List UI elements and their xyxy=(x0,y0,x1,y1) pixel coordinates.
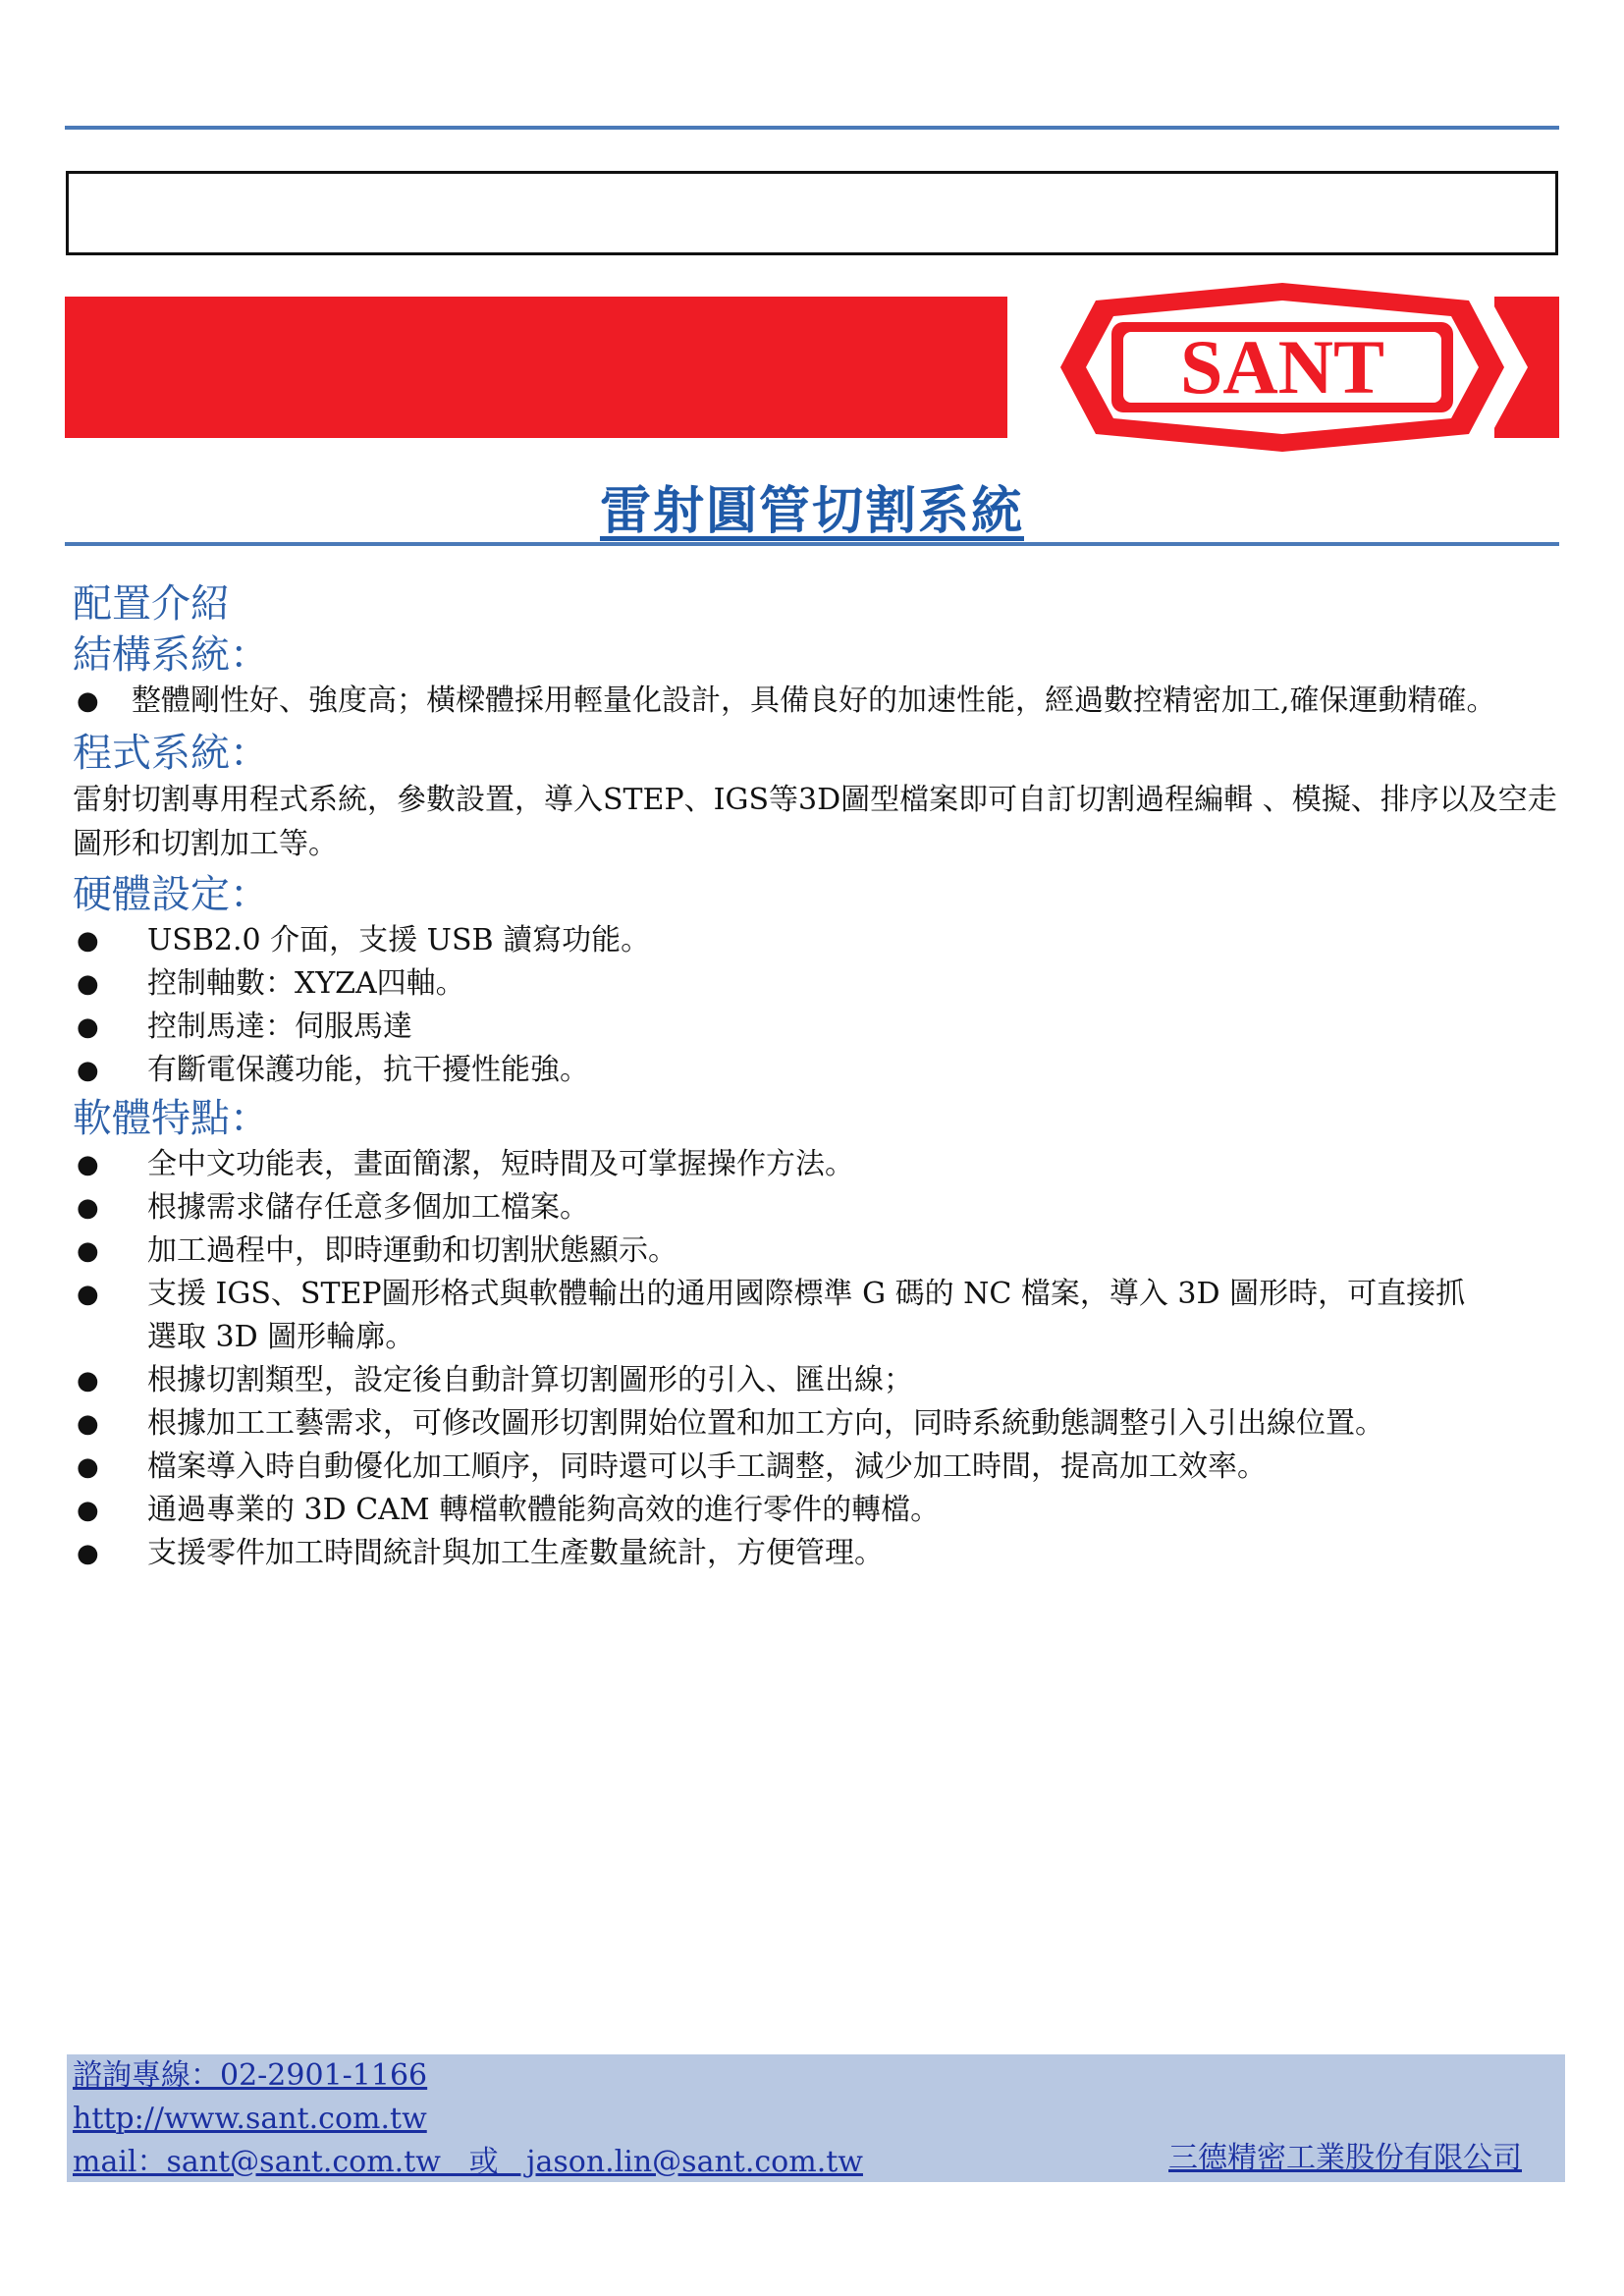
title-rule xyxy=(65,542,1559,546)
program-heading: 程式系統： xyxy=(73,731,269,776)
main-content xyxy=(73,577,1565,1575)
logo-text: SANT xyxy=(1179,324,1385,410)
list-item: ● 全中文功能表，畫面簡潔，短時間及可掌握操作方法。 xyxy=(73,1143,1487,1186)
list-item: ● 檔案導入時自動優化加工順序，同時還可以手工調整，減少加工時間，提高加工效率。 xyxy=(73,1446,1487,1489)
structure-heading: 結構系統： xyxy=(73,632,269,678)
contact-footer xyxy=(67,2054,1565,2182)
hardware-heading: 硬體設定： xyxy=(73,872,269,917)
list-item: ● 支援零件加工時間統計與加工生產數量統計，方便管理。 xyxy=(73,1532,1487,1575)
hotline-link[interactable]: 諮詢專線：02-2901-1166 xyxy=(73,2058,428,2093)
list-item: ● 有斷電保護功能，抗干擾性能強。 xyxy=(73,1049,1565,1092)
list-item: ● 根據加工工藝需求，可修改圖形切割開始位置和加工方向，同時系統動態調整引入引出線位置。 xyxy=(73,1402,1487,1446)
program-text: 雷射切割專用程式系統，參數設置，導入STEP、IGS等3D圖型檔案即可自訂切割過程編輯 、模擬、排序以及空走圖形和切割加工等。 xyxy=(73,783,1557,861)
company-name: 三德精密工業股份有限公司 xyxy=(1168,2141,1522,2175)
hardware-list xyxy=(73,919,1565,1092)
page-title: 雷射圓管切割系統 xyxy=(599,482,1024,541)
mail-link[interactable]: mail：sant@sant.com.tw 或 jason.lin@sant.com.tw xyxy=(73,2145,863,2179)
list-item: ● 支援 IGS、STEP圖形格式與軟體輸出的通用國際標準 G 碼的 NC 檔案，導入 3D 圖形時，可直接抓選取 3D 圖形輪廓。 xyxy=(73,1273,1487,1359)
sant-logo xyxy=(1037,271,1528,464)
list-item: ● 控制馬達：伺服馬達 xyxy=(73,1006,1565,1049)
section-title: 配置介紹 xyxy=(73,581,230,627)
structure-list xyxy=(73,680,1565,723)
software-list xyxy=(73,1143,1487,1575)
website-link[interactable]: http://www.sant.com.tw xyxy=(73,2102,427,2136)
header-box xyxy=(66,171,1558,255)
list-item: ● 控制軸數：XYZA四軸。 xyxy=(73,962,1565,1006)
list-item: ● 加工過程中，即時運動和切割狀態顯示。 xyxy=(73,1230,1487,1273)
list-item: ● 通過專業的 3D CAM 轉檔軟體能夠高效的進行零件的轉檔。 xyxy=(73,1489,1487,1532)
brand-banner xyxy=(65,297,1559,438)
software-heading: 軟體特點： xyxy=(73,1096,269,1141)
list-item: ● USB2.0 介面，支援 USB 讀寫功能。 xyxy=(73,919,1565,962)
list-item: ● 整體剛性好、強度高；橫樑體採用輕量化設計，具備良好的加速性能，經過數控精密加工,確保運動精確。 xyxy=(73,680,1565,723)
top-rule xyxy=(65,126,1559,130)
banner-red-bar-left xyxy=(65,297,1007,438)
list-item: ● 根據需求儲存任意多個加工檔案。 xyxy=(73,1186,1487,1230)
list-item: ● 根據切割類型，設定後自動計算切割圖形的引入、匯出線； xyxy=(73,1359,1487,1402)
